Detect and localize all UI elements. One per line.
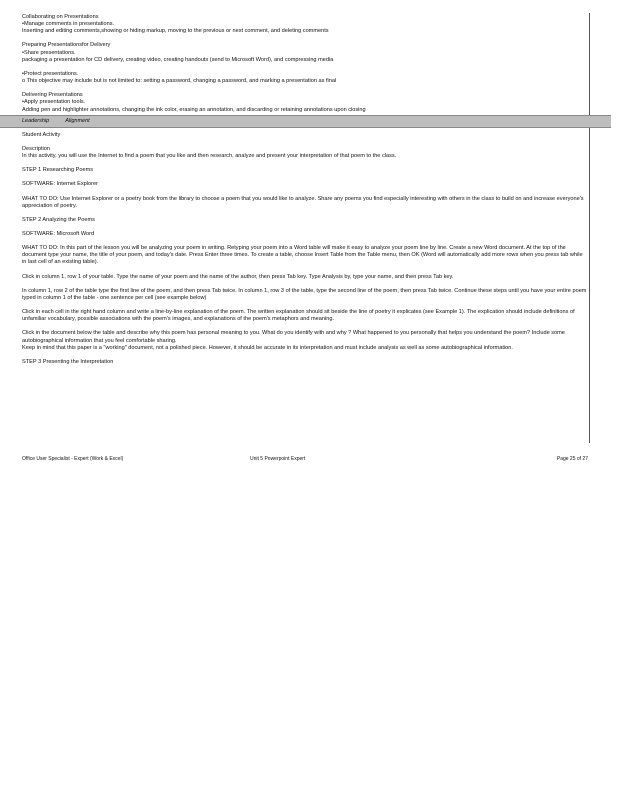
section-title: Delivering Presentations [22, 92, 83, 99]
description-label: Description [22, 145, 50, 152]
protect-section [22, 71, 588, 85]
section-title: Preparing Presentationsfor Delivery [22, 42, 111, 49]
table-header-bar [0, 115, 611, 128]
delivering-section [22, 92, 588, 113]
section-title: Collaborating on Presentations [22, 14, 99, 20]
bullet-item: •Manage comments in presentations. [22, 21, 115, 28]
footer-page-number: Page 25 of 27 [556, 456, 588, 462]
column1-row2-instructions: In column 1, row 2 of the table type the first line of the poem, and then press Tab twice. In column 1, row 3 of the table, type the second line of the poem, then press Tab twice. Continue these steps until you have your entire poem typed in column 1 of the table - one sentence per cell (see example below) [22, 287, 587, 301]
bullet-detail: Inserting and editing comments,showing or hiding markup, moving to the previous or next comment, and deleting comments [22, 28, 329, 35]
step3-heading: STEP 3 Presenting the Interpretation [22, 358, 114, 365]
step2-instructions: WHAT TO DO: In this part of the lesson you will be analyzing your poem in writing. Retyping your poem into a Word table will make it easy to analyze your poem line by line. Create a new Word document. At the top of the document type your name, the title of your poem, and today's date. Press Enter three times. To create a table, choose Insert Table from the Table menu, then OK (Word will automatically add more rows when you press tab while in last cell of an existing table). [22, 245, 583, 266]
bar-label-leadership: Leadership [22, 117, 50, 124]
bullet-detail: packaging a presentation for CD delivery, creating video, creating handouts (send to Microsoft Word), and compressing media [22, 56, 334, 63]
right-column-instructions: Click in each cell in the right hand column and write a line-by-line explanation of the poem. The written explanation should sit beside the line of poetry it explicates (see Example 1). The explication should include definitions of unfamiliar vocabulary, possible associations with the poem's images, and explanations of the poem's metaphors and meaning. [22, 309, 575, 323]
collaborating-section [22, 14, 588, 35]
preparing-section [22, 42, 588, 63]
student-activity-heading: Student Activity [22, 131, 61, 138]
step1-instructions: WHAT TO DO: Use Internet Explorer or a poetry book from the library to choose a poem that you would like to analyze. Share any poems you find especially interesting with others in the class to build on and increase everyone's appreciation of poetry. [22, 195, 584, 209]
description-text: In this activity, you will use the Internet to find a poem that you like and then research, analyze and present your interpretation of that poem to the class. [22, 153, 397, 160]
bullet-detail: o This objective may include but is not limited to: setting a password, changing a password, and marking a presentation as final [22, 78, 337, 85]
bullet-item: •Apply presentation tools. [22, 99, 86, 106]
right-border-line [589, 13, 590, 443]
working-document-note: Keep in mind that this paper is a "working" document, not a polished piece. However, it should be accurate in its interpretation and must include analysis as well as some autobiographical information. [22, 344, 513, 351]
step2-heading: STEP 2 Analyzing the Poems [22, 216, 95, 223]
page-content [22, 14, 588, 366]
step1-software: SOFTWARE: Internet Explorer [22, 181, 98, 188]
personal-meaning-instructions: Click in the document below the table and describe why this poem has personal meaning to you. What do you identify with and why ? What happened to you personally that helps you understand the poem? Include some autobiographical information that you feel comfortable sharing. [22, 330, 565, 344]
bullet-item: •Share presentations. [22, 49, 76, 56]
footer-unit: Unit 5 Powerpoint Expert [250, 456, 306, 462]
bar-label-alignment: Alignment [65, 117, 90, 124]
column1-row1-instructions: Click in column 1, row 1 of your table. Type the name of your poem and the name of the author, then press Tab key. Type Analysis by, type your name, and then press Tab key. [22, 273, 454, 280]
step2-software: SOFTWARE: Microsoft Word [22, 230, 95, 237]
step1-heading: STEP 1 Researching Poems [22, 167, 94, 174]
footer-course-title: Office User Specialist - Expert (Work & Excel) [22, 456, 124, 462]
bullet-detail: Adding pen and highlighter annotations, changing the ink color, erasing an annotation, and discarding or retaining annotations upon closing [22, 106, 366, 113]
bullet-item: •Protect presentations. [22, 70, 79, 77]
